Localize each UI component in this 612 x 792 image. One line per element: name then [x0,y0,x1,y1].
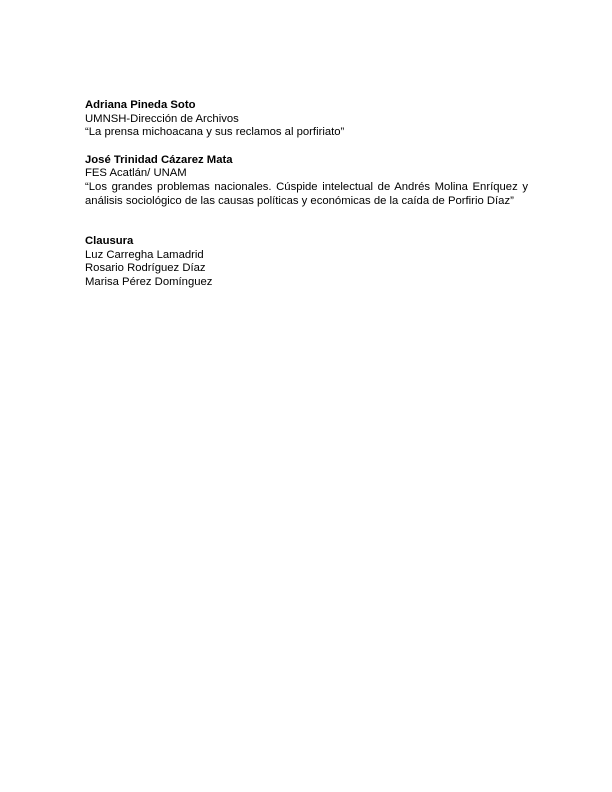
spacer [85,208,528,235]
speaker-name: José Trinidad Cázarez Mata [85,153,233,166]
speaker-affiliation: FES Acatlán/ UNAM [85,167,187,180]
closing-section [85,235,528,289]
speaker-entry [85,99,528,140]
closing-person: Luz Carregha Lamadrid [85,248,204,261]
closing-heading: Clausura [85,235,134,248]
talk-title: “Los grandes problemas nacionales. Cúspide intelectual de Andrés Molina Enríquez y análisis sociológico de las causas políticas y económicas de la caída de Porfirio Díaz” [85,180,528,207]
talk-title: “La prensa michoacana y sus reclamos al porfiriato” [85,126,345,139]
speaker-entry [85,154,528,208]
spacer [85,140,528,154]
speaker-name: Adriana Pineda Soto [85,99,196,111]
closing-person: Rosario Rodríguez Díaz [85,262,206,275]
document-body [85,99,528,290]
closing-person: Marisa Pérez Domínguez [85,275,213,288]
speaker-affiliation: UMNSH-Dirección de Archivos [85,112,239,125]
